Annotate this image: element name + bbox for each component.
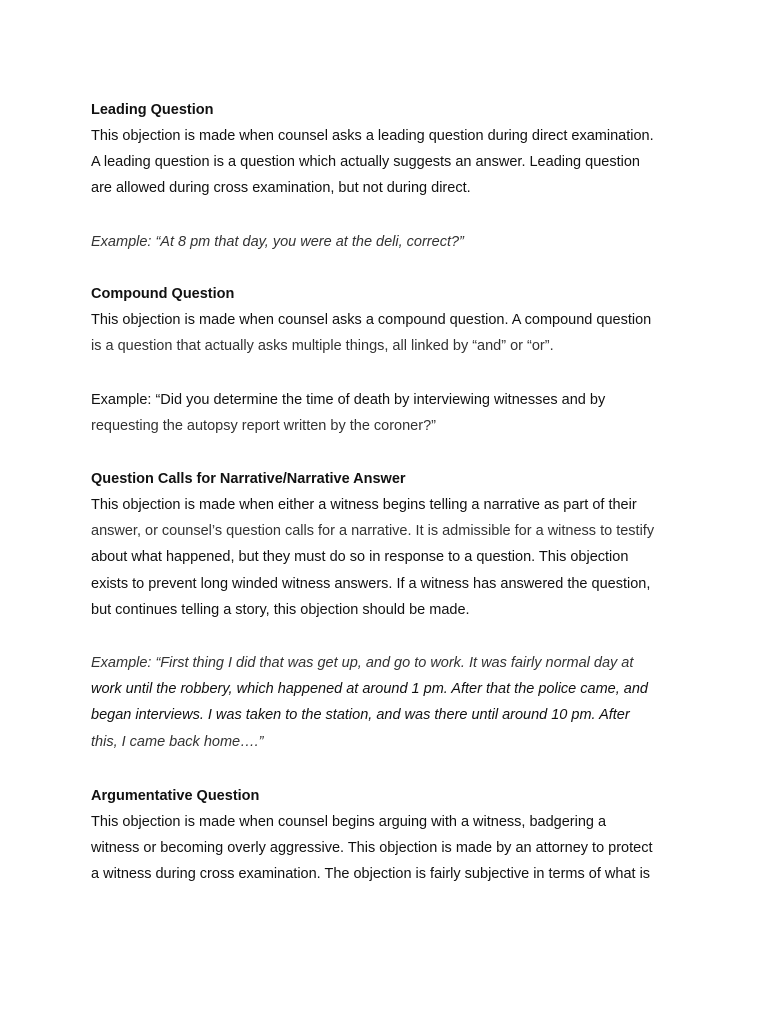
- example-compound-question: [91, 387, 691, 439]
- paragraph-line: but continues telling a story, this objection should be made.: [91, 601, 470, 618]
- section-argumentative-question: [91, 783, 691, 888]
- section-heading: Leading Question: [91, 102, 214, 118]
- example-line: Example: “First thing I did that was get up, and go to work. It was fairly normal day at: [91, 655, 634, 671]
- paragraph-line: This objection is made when counsel begins arguing with a witness, badgering a: [91, 814, 607, 830]
- paragraph-line: about what happened, but they must do so in response to a question. This objection: [91, 549, 629, 566]
- paragraph-line: exists to prevent long winded witness answers. If a witness has answered the question,: [91, 575, 651, 592]
- paragraph-line: A leading question is a question which actually suggests an answer. Leading question: [91, 154, 640, 171]
- paragraph-line: This objection is made when either a witness begins telling a narrative as part of their: [91, 497, 637, 513]
- example-line: Example: “At 8 pm that day, you were at the deli, correct?”: [91, 234, 464, 250]
- paragraph-line: are allowed during cross examination, but not during direct.: [91, 180, 471, 197]
- paragraph-line: witness or becoming overly aggressive. This objection is made by an attorney to protect: [91, 840, 653, 857]
- section-leading-question: [91, 97, 691, 202]
- example-leading-question: [91, 229, 691, 255]
- paragraph-line: a witness during cross examination. The objection is fairly subjective in terms of what is: [91, 866, 651, 883]
- section-narrative-question: [91, 466, 691, 623]
- example-line: work until the robbery, which happened at around 1 pm. After that the police came, and: [91, 681, 648, 698]
- paragraph-line: answer, or counsel’s question calls for a narrative. It is admissible for a witness to testify: [91, 523, 655, 540]
- section-heading: Question Calls for Narrative/Narrative Answer: [91, 471, 406, 487]
- example-line: this, I came back home….”: [91, 733, 264, 750]
- paragraph-line: This objection is made when counsel asks a leading question during direct examination.: [91, 128, 654, 144]
- section-heading: Argumentative Question: [91, 788, 260, 804]
- section-compound-question: [91, 281, 691, 359]
- section-heading: Compound Question: [91, 286, 235, 302]
- example-line: Example: “Did you determine the time of death by interviewing witnesses and by: [91, 392, 606, 408]
- example-line: requesting the autopsy report written by the coroner?”: [91, 418, 436, 435]
- paragraph-line: This objection is made when counsel asks a compound question. A compound question: [91, 312, 652, 328]
- example-line: began interviews. I was taken to the station, and was there until around 10 pm. After: [91, 707, 630, 724]
- paragraph-line: is a question that actually asks multiple things, all linked by “and” or “or”.: [91, 338, 554, 355]
- example-narrative-question: [91, 650, 691, 755]
